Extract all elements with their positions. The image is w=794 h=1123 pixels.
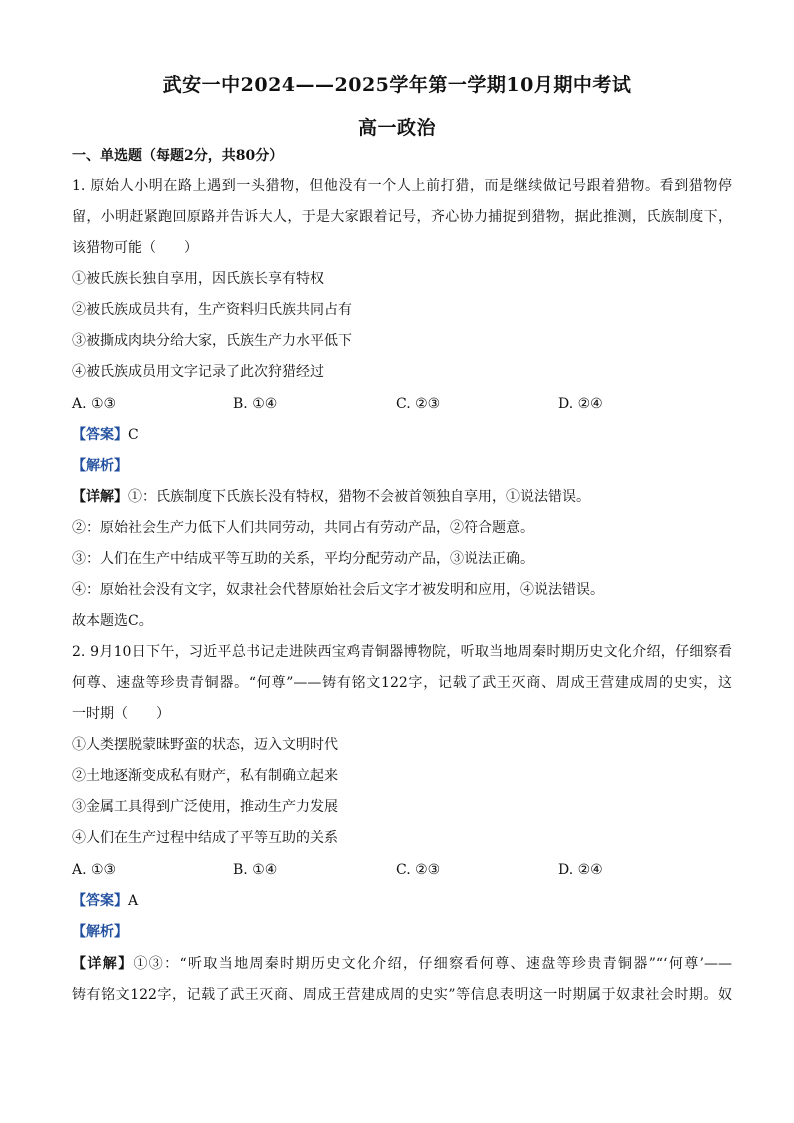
- q2-option-c: C. ②③: [396, 862, 441, 878]
- q1-stem-line-1: 1. 原始人小明在路上遇到一头猎物，但他没有一个人上前打猎，而是继续做记号跟着猎物。看到猎物停: [72, 178, 732, 194]
- q1-statement-2: ②被氏族成员共有，生产资料归氏族共同占有: [72, 302, 352, 318]
- q1-answer-value: C: [128, 427, 139, 443]
- q1-statement-4: ④被氏族成员用文字记录了此次狩猎经过: [72, 364, 324, 380]
- q2-option-d: D. ②④: [558, 862, 603, 878]
- q2-statement-3: ③金属工具得到广泛使用，推动生产力发展: [72, 799, 338, 815]
- q1-option-b: B. ①④: [233, 396, 278, 412]
- q1-statement-3: ③被撕成肉块分给大家，氏族生产力水平低下: [72, 333, 352, 349]
- q1-detail-line-1: ①：氏族制度下氏族长没有特权，猎物不会被首领独自享用，①说法错误。: [128, 489, 590, 505]
- q1-conclusion: 故本题选C。: [72, 613, 153, 629]
- q2-stem-line-2: 何尊、速盘等珍贵青铜器。“何尊”——铸有铭文122字，记载了武王灭商、周成王营建成周的史实，这: [72, 675, 732, 691]
- q2-detail-label: 【详解】: [72, 956, 134, 972]
- exam-subject: 高一政治: [357, 117, 436, 139]
- q2-analysis-row: [72, 922, 732, 942]
- q1-stem-line-3: 该猎物可能（ ）: [72, 240, 198, 256]
- q1-analysis-row: [72, 456, 732, 476]
- q2-option-b: B. ①④: [233, 862, 278, 878]
- q2-analysis-label: 【解析】: [72, 924, 128, 940]
- q2-option-a: A. ①③: [72, 862, 117, 878]
- q1-option-d: D. ②④: [558, 396, 603, 412]
- q1-detail-line-4: ④：原始社会没有文字，奴隶社会代替原始社会后文字才被发明和应用，④说法错误。: [72, 582, 604, 598]
- q1-option-c: C. ②③: [396, 396, 441, 412]
- q1-detail-label: 【详解】: [72, 489, 128, 505]
- q2-answer-row: [72, 891, 732, 911]
- q1-stem-line-2: 留，小明赶紧跑回原路并告诉大人，于是大家跟着记号，齐心协力捕捉到猎物，据此推测，氏族制度下，: [72, 209, 732, 225]
- q1-detail-line-2: ②：原始社会生产力低下人们共同劳动，共同占有劳动产品，②符合题意。: [72, 520, 534, 536]
- q2-statement-2: ②土地逐渐变成私有财产，私有制确立起来: [72, 768, 338, 784]
- q2-stem-line-3: 一时期（ ）: [72, 706, 170, 722]
- q2-stem-line-1: 2. 9月10日下午，习近平总书记走进陕西宝鸡青铜器博物院，听取当地周秦时期历史文化介绍，仔细察看: [72, 644, 732, 660]
- q2-detail-line-1: ①③：“听取当地周秦时期历史文化介绍，仔细察看何尊、速盘等珍贵青铜器”“‘何尊’——: [133, 956, 733, 972]
- q2-detail-row-1: [72, 954, 732, 974]
- q1-option-a: A. ①③: [72, 396, 117, 412]
- q1-statement-1: ①被氏族长独自享用，因氏族长享有特权: [72, 271, 324, 287]
- q1-answer-row: [72, 425, 732, 445]
- q2-detail-line-2: 铸有铭文122字，记载了武王灭商、周成王营建成周的史实”等信息表明这一时期属于奴隶社会时期。奴: [72, 987, 732, 1003]
- q1-answer-label: 【答案】: [72, 427, 128, 443]
- q2-statement-1: ①人类摆脱蒙昧野蛮的状态，迈入文明时代: [72, 737, 338, 753]
- q1-detail-line-3: ③：人们在生产中结成平等互助的关系，平均分配劳动产品，③说法正确。: [72, 551, 534, 567]
- q2-answer-label: 【答案】: [72, 893, 128, 909]
- section-heading: 一、单选题（每题2分，共80分）: [72, 148, 284, 164]
- q2-answer-value: A: [128, 893, 139, 909]
- exam-title: 武安一中2024——2025学年第一学期10月期中考试: [162, 74, 632, 96]
- q1-analysis-label: 【解析】: [72, 458, 128, 474]
- q1-detail-row-1: [72, 487, 732, 507]
- q2-statement-4: ④人们在生产过程中结成了平等互助的关系: [72, 830, 338, 846]
